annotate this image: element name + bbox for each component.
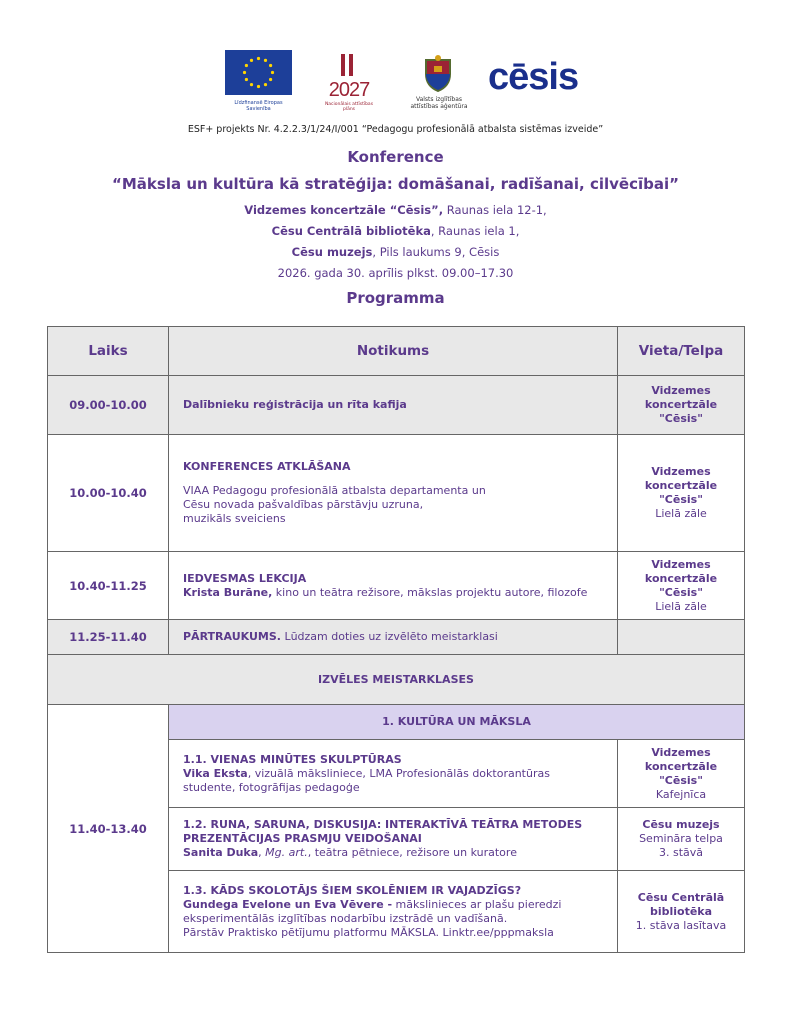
programme-heading: Programma bbox=[346, 289, 445, 307]
table-row: 11.25-11.40 PĀRTRAUKUMS. Lūdzam doties uz izvēlēto meistarklasi bbox=[48, 620, 745, 655]
venue-line-3: Cēsu muzejs, Pils laukums 9, Cēsis bbox=[291, 245, 500, 259]
date-line: 2026. gada 30. aprīlis plkst. 09.00–17.30 bbox=[277, 266, 514, 280]
project-line: ESF+ projekts Nr. 4.2.2.3/1/24/I/001 “Pedagogu profesionālā atbalsta sistēmas izveide” bbox=[187, 124, 604, 135]
table-row: 10.00-10.40 KONFERENCES ATKLĀŠANA VIAA Pedagogu profesionālā atbalsta departamenta un Cēsu novada pašvaldības pārstāvju uzruna, muzikāls sveiciens Vidzemes koncertzāle "Cēsis" Lielā zāle bbox=[48, 435, 745, 552]
table-row: 10.40-11.25 IEDVESMAS LEKCIJA Krista Burāne, kino un teātra režisore, mākslas projektu autore, filozofe Vidzemes koncertzāle "Cēsis" Lielā zāle bbox=[48, 552, 745, 620]
logo-bar: Līdzfinansē Eiropas Savienība 2027 Nacionālais attīstības plāns Valsts izglītības attīstības aģentūra cēsis bbox=[0, 50, 791, 120]
venue-line-2: Cēsu Centrālā bibliotēka, Raunas iela 1, bbox=[271, 224, 520, 238]
col-time-header: Laiks bbox=[48, 327, 169, 376]
table-row: 1.1. VIENAS MINŪTES SKULPTŪRAS Vika Eksta, vizuālā māksliniece, LMA Profesionālās doktorantūras studente, fotogrāfijas pedagoģe Vidzemes koncertzāle "Cēsis" Kafejnīca bbox=[48, 740, 745, 808]
table-row: 1.2. RUNA, SARUNA, DISKUSIJA: INTERAKTĪVĀ TEĀTRA METODES PREZENTĀCIJAS PRASMJU VEIDOŠANAI Sanita Duka, Mg. art., teātra pētniece, režisore un kuratore Cēsu muzejs Semināra telpa 3. stāvā bbox=[48, 808, 745, 871]
venue-line-1: Vidzemes koncertzāle “Cēsis”, Raunas iela 12-1, bbox=[244, 203, 547, 217]
table-row: 1.3. KĀDS SKOLOTĀJS ŠIEM SKOLĒNIEM IR VAJADZĪGS? Gundega Evelone un Eva Vēvere - mākslinieces ar plašu pieredzi eksperimentālās izglītības nodarbību izstrādē un vadīšanā. Pārstāv Praktisko pētījumu platformu MĀKSLA. Linktr.ee/pppmaksla Cēsu Centrālā bibliotēka 1. stāva lasītava bbox=[48, 871, 745, 953]
eu-caption: Līdzfinansē Eiropas Savienība bbox=[234, 100, 283, 112]
col-event-header: Notikums bbox=[169, 327, 618, 376]
masterclass-2: 1.2. RUNA, SARUNA, DISKUSIJA: INTERAKTĪVĀ TEĀTRA METODES PREZENTĀCIJAS PRASMJU VEIDOŠANAI Sanita Duka, Mg. art., teātra pētniece, režisore un kuratore bbox=[169, 808, 618, 871]
table-header-row bbox=[48, 327, 745, 376]
lecture-cell: IEDVESMAS LEKCIJA Krista Burāne, kino un teātra režisore, mākslas projektu autore, filozofe bbox=[169, 552, 618, 620]
coat-of-arms-icon bbox=[420, 54, 456, 92]
conference-title: “Māksla un kultūra kā stratēģija: domāšanai, radīšanai, cilvēcībai” bbox=[112, 175, 679, 193]
table-row: 09.00-10.00 Dalībnieku reģistrācija un rīta kafija Vidzemes koncertzāle "Cēsis" bbox=[48, 376, 745, 435]
conference-heading: Konference bbox=[347, 148, 444, 166]
col-venue-header: Vieta/Telpa bbox=[618, 327, 745, 376]
cesis-logo: cēsis bbox=[488, 56, 579, 98]
opening-cell: KONFERENCES ATKLĀŠANA VIAA Pedagogu profesionālā atbalsta departamenta un Cēsu novada pašvaldības pārstāvju uzruna, muzikāls sveiciens bbox=[169, 435, 618, 552]
masterclass-3: 1.3. KĀDS SKOLOTĀJS ŠIEM SKOLĒNIEM IR VAJADZĪGS? Gundega Evelone un Eva Vēvere - mākslinieces ar plašu pieredzi eksperimentālās izglītības nodarbību izstrādē un vadīšanā. Pārstāv Praktisko pētījumu platformu MĀKSLA. Linktr.ee/pppmaksla bbox=[169, 871, 618, 953]
programme-table bbox=[47, 326, 745, 953]
subsection-row: 11.40-13.40 1. KULTŪRA UN MĀKSLA bbox=[48, 705, 745, 740]
eu-flag-icon bbox=[225, 50, 292, 95]
masterclass-1: 1.1. VIENAS MINŪTES SKULPTŪRAS Vika Eksta, vizuālā māksliniece, LMA Profesionālās doktorantūras studente, fotogrāfijas pedagoģe bbox=[169, 740, 618, 808]
nap-bars-icon bbox=[339, 54, 355, 76]
section-row: IZVĒLES MEISTARKLASES bbox=[48, 655, 745, 705]
